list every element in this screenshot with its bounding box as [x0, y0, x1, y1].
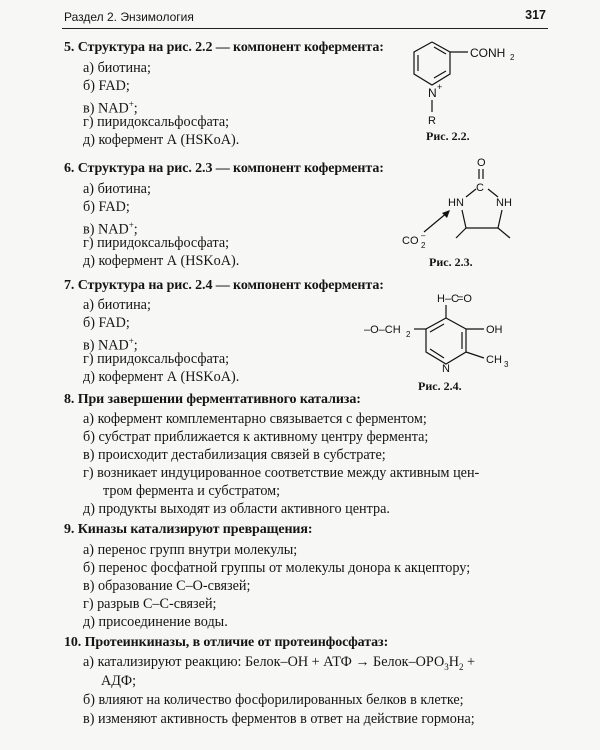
fig23-hn-label: HN	[448, 197, 464, 209]
q8-option-a: а) кофермент комплементарно связывается с ферментом;	[83, 411, 427, 427]
figure-2-3-caption: Рис. 2.3.	[429, 255, 473, 269]
q7-option-a: а) биотина;	[83, 297, 151, 313]
q6-option-b: б) FAD;	[83, 199, 130, 215]
fig23-co2-sup: –	[421, 231, 426, 240]
q10-formula-sub-3: 3	[444, 661, 449, 672]
fig23-c-label: C	[476, 182, 484, 194]
q7-option-c-suffix: ;	[133, 337, 138, 354]
q8-option-c: в) происходит дестабилизация связей в субстрате;	[83, 447, 386, 463]
q5-option-b: б) FAD;	[83, 78, 130, 94]
q7-option-c-sup: +	[128, 336, 134, 346]
section-title: Раздел 2. Энзимология	[64, 10, 194, 24]
q9-option-e: д) присоединение воды.	[83, 614, 228, 630]
question-9-title: 9. Киназы катализируют превращения:	[64, 522, 313, 537]
q10-option-c: в) изменяют активность ферментов в ответ на действие гормона;	[83, 711, 475, 727]
question-8-title: 8. При завершении ферментативного катализа:	[64, 392, 361, 407]
q6-option-c-text: в) NAD	[83, 221, 129, 238]
q7-option-d: г) пиридоксальфосфата;	[83, 351, 230, 367]
figure-2-2-structure	[400, 30, 560, 130]
q10-formula-plus: +	[463, 654, 476, 670]
q5-option-a: а) биотина;	[83, 60, 151, 76]
fig23-co2-sub: 2	[421, 241, 426, 250]
fig22-conh2-label: CONH	[470, 46, 506, 60]
q10-option-a-text: а) катализируют реакцию: Белок–ОН + АТФ → Белок–ОРО	[83, 654, 445, 670]
q10-formula-sub-2: 2	[458, 661, 464, 672]
fig22-n-label: N	[428, 86, 437, 100]
q8-option-b: б) субстрат приближается к активному центру фермента;	[83, 429, 429, 445]
fig22-r-label: R	[428, 115, 436, 127]
q7-option-c-text: в) NAD	[83, 337, 129, 354]
q6-option-e: д) кофермент А (HSKoA).	[83, 253, 240, 269]
q6-option-c-sup: +	[128, 220, 134, 230]
q10-formula-h: Н	[448, 654, 459, 670]
q8-option-e: д) продукты выходят из области активного центра.	[83, 501, 390, 517]
q10-option-a-continuation: АДФ;	[101, 673, 137, 689]
q6-option-a: а) биотина;	[83, 181, 151, 197]
fig23-nh-label: NH	[496, 197, 512, 209]
figure-2-3-structure	[400, 155, 550, 255]
question-7-title: 7. Структура на рис. 2.4 — компонент кофермента:	[64, 278, 384, 293]
q7-option-b: б) FAD;	[83, 315, 130, 331]
fig24-oh-label: OH	[486, 324, 503, 336]
q5-option-c-suffix: ;	[133, 100, 138, 117]
q8-option-d: г) возникает индуцированное соответствие между активным цен-	[83, 465, 480, 481]
fig24-ch3-label: CH	[486, 354, 502, 366]
question-5-title: 5. Структура на рис. 2.2 — компонент кофермента:	[64, 40, 384, 55]
q10-option-b: б) влияют на количество фосфорилированных белков в клетке;	[83, 692, 464, 708]
figure-2-4-structure	[362, 282, 562, 382]
q9-option-d: г) разрыв С–С-связей;	[83, 596, 217, 612]
fig23-o-label: O	[477, 157, 486, 169]
q9-option-a: а) перенос групп внутри молекулы;	[83, 542, 298, 558]
fig24-och2-sub: 2	[406, 330, 411, 339]
q5-option-c-sup: +	[128, 99, 134, 109]
fig24-hc-label: H–C	[437, 293, 460, 305]
q8-option-d-continuation: тром фермента и субстратом;	[103, 483, 281, 499]
question-6-title: 6. Структура на рис. 2.3 — компонент кофермента:	[64, 161, 384, 176]
fig24-eqo-label: =O	[457, 293, 472, 305]
fig24-och2-label: –O–CH	[364, 324, 401, 336]
figure-2-4-caption: Рис. 2.4.	[418, 379, 462, 393]
q6-option-c-suffix: ;	[133, 221, 138, 238]
q9-option-c: в) образование С–О-связей;	[83, 578, 251, 594]
fig24-ch3-sub: 3	[504, 360, 509, 369]
q5-option-e: д) кофермент А (HSKoA).	[83, 132, 240, 148]
fig22-conh2-sub: 2	[510, 53, 515, 62]
figure-2-2-caption: Рис. 2.2.	[426, 129, 470, 143]
question-10-title: 10. Протеинкиназы, в отличие от протеинфосфатаз:	[64, 635, 389, 650]
fig24-n-label: N	[442, 363, 450, 375]
running-header	[62, 6, 548, 29]
page-number: 317	[525, 8, 546, 22]
q10-option-a	[83, 654, 475, 675]
q9-option-b: б) перенос фосфатной группы от молекулы донора к акцептору;	[83, 560, 471, 576]
fig22-plus-label: +	[437, 82, 443, 92]
q7-option-e: д) кофермент А (HSKoA).	[83, 369, 240, 385]
q6-option-d: г) пиридоксальфосфата;	[83, 235, 230, 251]
q5-option-d: г) пиридоксальфосфата;	[83, 114, 230, 130]
fig23-co2-label: CO	[402, 235, 419, 247]
q5-option-c-text: в) NAD	[83, 100, 129, 117]
